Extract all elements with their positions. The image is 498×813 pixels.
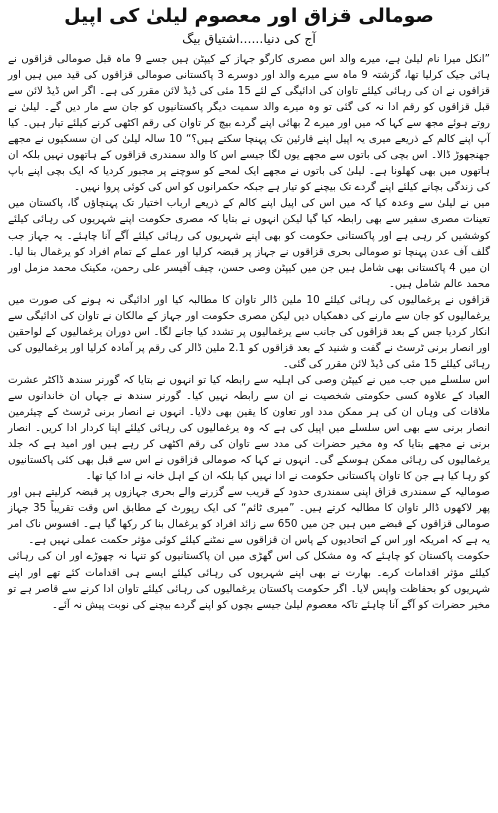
article-paragraph: ”انکل میرا نام لیلیٰ ہے، میرے والد اس مصری کارگو جہاز کے کیپٹن ہیں جسے 9 ماہ قبل صومالی قزاقوں نے ہائی جیک کرلیا تھا، گزشتہ 9 ماہ سے میرے والد اور دوسرے 3 پاکستانی صومالی قزاقوں کی قید میں ہیں اور قزاقوں نے ان کی رہائی کیلئے تاوان کی ادائیگی کے لئے 15 مئی کی ڈیڈ لائن مقرر کی ہے۔ اگر اس ڈیڈ لائن سے قبل قزاقوں کو رقم ادا نہ کی گئی تو وہ میرے والد سمیت دیگر پاکستانیوں کو جان سے مار دیں گے۔ لیلیٰ نے روتے ہوئے مجھ سے کہا کہ میں اور میرے 2 بھائی اپنے گردے بیچ کر تاوان کی رقم اکٹھی کرنے کیلئے تیار ہیں۔ کیا آپ اپنے کالم کے ذریعے میری یہ اپیل اپنے قارئین تک پہنچا سکتے ہیں؟“ 10 سالہ لیلیٰ کی ان سسکیوں نے مجھے جھنجھوڑ ڈالا۔ اس بچی کی باتوں سے مجھے یوں لگا جیسے اس کا والد سمندری قزاقوں کے ہاتھوں نہیں بلکہ ان ہاتھوں میں بھی کھلونا ہے۔ لیلیٰ کی باتوں نے مجھے ایک لمحے کو سوچنے پر مجبور کردیا کہ ایک بچی اپنے باپ کی زندگی بچانے کیلئے اپنے گردے تک بیچنے کو تیار ہے جبکہ حکمرانوں کو اس کی کوئی پروا نہیں۔ <box>8 53 490 194</box>
article-paragraph: اس سلسلے میں جب میں نے کیپٹن وصی کی اہلیہ سے رابطہ کیا تو انہوں نے بتایا کہ گورنر سندھ ڈاکٹر عشرت العباد کے علاوہ کسی حکومتی شخصیت نے ان سے رابطہ نہیں کیا۔ گورنر سندھ نے جہاں ان خاندانوں سے ملاقات کی وہاں ان کی ہر ممکن مدد اور تعاون کا یقین بھی دلایا۔ انہوں نے انصار برنی ٹرسٹ کے چیئرمین انصار برنی سے بھی اس سلسلے میں اپیل کی ہے کہ وہ یرغمالیوں کی رہائی کیلئے اپنا کردار ادا کریں۔ انصار برنی نے مجھے بتایا کہ وہ مخیر حضرات کی مدد سے تاوان کی رقم اکٹھی کر رہے ہیں اور امید ہے کہ جلد یرغمالیوں کی رہائی ممکن ہوسکے گی۔ انہوں نے کہا کہ صومالی قزاقوں نے اس سے قبل بھی کئی پاکستانیوں کو رہا کیا ہے جن کا تاوان پاکستانی حکومت نے ادا نہیں کیا بلکہ ان کے اہل خانہ نے ادا کیا تھا۔ <box>8 373 490 483</box>
article-headline: صومالی قزاق اور معصوم لیلیٰ کی اپیل <box>64 5 434 27</box>
article-byline: آج کی دنیا......اشتیاق بیگ <box>182 31 316 46</box>
article-paragraph: حکومت پاکستان کو چاہئے کہ وہ مشکل کی اس گھڑی میں ان پاکستانیوں کو تنہا نہ چھوڑے اور ان کی رہائی کیلئے مؤثر اقدامات کرے۔ بھارت نے بھی اپنے شہریوں کی رہائی کیلئے ایسے ہی اقدامات کئے تھے اور اپنے شہریوں کو بحفاظت واپس لایا۔ اگر حکومت پاکستان یرغمالیوں کی رہائی کیلئے تاوان ادا کرنے سے قاصر ہے تو مخیر حضرات کو آگے آنا چاہئے تاکہ معصوم لیلیٰ جیسے بچوں کو اپنے گردے بیچنے کی نوبت پیش نہ آئے۔ <box>8 550 490 611</box>
article-paragraph: میں نے لیلیٰ سے وعدہ کیا کہ میں اس کی اپیل اپنے کالم کے ذریعے ارباب اختیار تک پہنچاؤں گا، پاکستان میں تعینات مصری سفیر سے بھی رابطہ کیا گیا لیکن انہوں نے بتایا کہ مصری حکومت اپنے شہریوں کی رہائی کیلئے کوششیں کر رہی ہے اور پاکستانی حکومت کو بھی اپنے شہریوں کی رہائی کیلئے آگے آنا چاہئے۔ یہ جہاز جب گلف آف عدن پہنچا تو صومالی بحری قزاقوں نے جہاز پر قبضہ کرلیا اور عملے کے تمام افراد کو یرغمال بنا لیا۔ ان میں 4 پاکستانی بھی شامل ہیں جن میں کیپٹن وصی حسن، چیف آفیسر علی رحمن، مکینک محمد مزمل اور محمد عالم شامل ہیں۔ <box>8 197 490 290</box>
article-body <box>8 51 490 613</box>
article-paragraph: صومالیہ کے سمندری قزاق اپنی سمندری حدود کے قریب سے گزرنے والے بحری جہازوں پر قبضہ کرلیتے ہیں اور پھر لاکھوں ڈالر تاوان کا مطالبہ کرتے ہیں۔ ”میری ٹائم“ کی ایک رپورٹ کے مطابق اس وقت تقریباً 35 جہاز صومالی قزاقوں کے قبضے میں ہیں جن میں 650 سے زائد افراد کو یرغمال بنا کر رکھا گیا ہے۔ افسوس ناک امر یہ ہے کہ امریکہ اور اس کے اتحادیوں کے پاس ان قزاقوں سے نمٹنے کیلئے کوئی مؤثر حکمت عملی نہیں ہے۔ <box>8 486 491 547</box>
article-paragraph: قزاقوں نے یرغمالیوں کی رہائی کیلئے 10 ملین ڈالر تاوان کا مطالبہ کیا اور ادائیگی نہ ہونے کی صورت میں یرغمالیوں کو جان سے مارنے کی دھمکیاں دیں لیکن مصری حکومت اور جہاز کے مالکان نے تاوان کی ادائیگی سے انکار کردیا جس کے بعد قزاقوں کی جانب سے یرغمالیوں پر تشدد کیا جانے لگا۔ اس دوران یرغمالیوں کے لواحقین اور انصار برنی ٹرسٹ نے گفت و شنید کے بعد قزاقوں کو 2.1 ملین ڈالر کی رقم پر آمادہ کرلیا اور یرغمالیوں کی رہائی کیلئے 15 مئی کی ڈیڈ لائن مقرر کی گئی۔ <box>8 293 490 370</box>
